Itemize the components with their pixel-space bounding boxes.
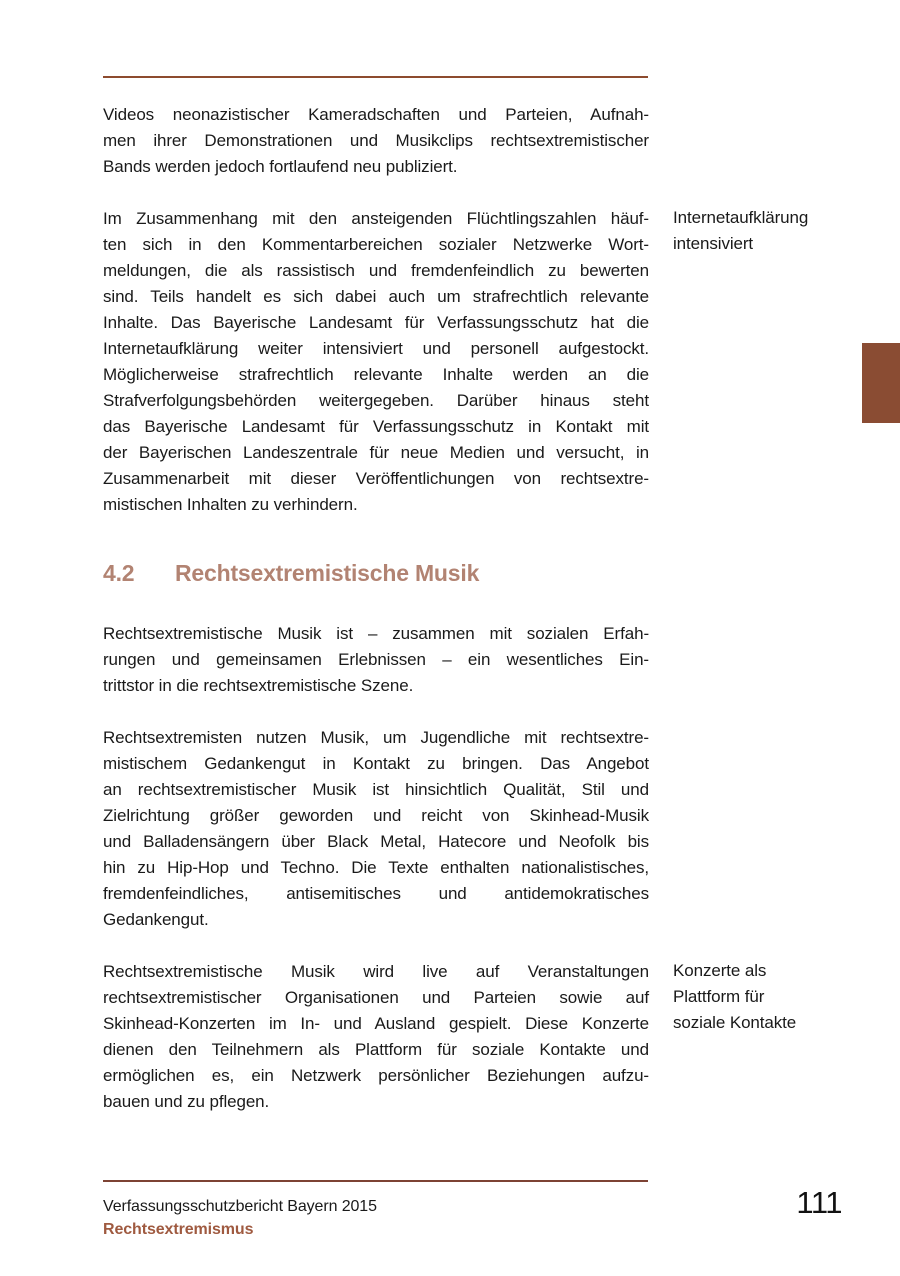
text-line: hin zu Hip-Hop und Techno. Die Texte enthalten nationalistisches, [103,858,649,877]
body-paragraph [103,959,649,1115]
text-line: ten sich in den Kommentarbereichen sozialer Netzwerke Wort- [103,235,649,254]
body-column [103,102,649,1141]
text-line: sind. Teils handelt es sich dabei auch um strafrechtlich relevante [103,287,649,306]
margin-note-line: intensiviert [673,234,754,253]
footer-section-label: Rechtsextremismus [103,1221,254,1238]
text-line: dienen den Teilnehmern als Plattform für soziale Kontakte und [103,1040,649,1059]
text-line: Im Zusammenhang mit den ansteigenden Flüchtlingszahlen häuf- [103,209,649,228]
margin-note-konzerte [673,958,868,1036]
text-line: men ihrer Demonstrationen und Musikclips rechtsextremistischer [103,131,649,150]
page-number: 111 [796,1185,842,1220]
text-line: Zielrichtung größer geworden und reicht von Skinhead-Musik [103,806,649,825]
text-line: ermöglichen es, ein Netzwerk persönlicher Beziehungen aufzu- [103,1066,649,1085]
text-line: trittstor in die rechtsextremistische Szene. [103,676,414,695]
text-line: Rechtsextremistische Musik wird live auf Veranstaltungen [103,962,649,981]
section-heading [103,558,649,588]
margin-note-line: Internetaufklärung [673,208,809,227]
text-line: meldungen, die als rassistisch und fremdenfeindlich zu bewerten [103,261,649,280]
top-rule [103,76,648,78]
body-paragraph [103,621,649,699]
text-line: fremdenfeindliches, antisemitisches und antidemokratisches [103,884,649,903]
footer-report-title: Verfassungsschutzbericht Bayern 2015 [103,1198,377,1215]
text-line: bauen und zu pflegen. [103,1092,270,1111]
text-line: Inhalte. Das Bayerische Landesamt für Verfassungsschutz hat die [103,313,649,332]
margin-note-line: Konzerte als [673,961,767,980]
text-line: Zusammenarbeit mit dieser Veröffentlichungen von rechtsextre- [103,469,649,488]
section-number: 4.2 [103,560,135,586]
text-line: und Balladensängern über Black Metal, Hatecore und Neofolk bis [103,832,649,851]
text-line: rungen und gemeinsamen Erlebnissen – ein wesentliches Ein- [103,650,649,669]
text-line: Bands werden jedoch fortlaufend neu publiziert. [103,157,458,176]
body-paragraph [103,725,649,933]
text-line: der Bayerischen Landeszentrale für neue Medien und versucht, in [103,443,649,462]
body-paragraph [103,102,649,180]
text-line: mistischem Gedankengut in Kontakt zu bringen. Das Angebot [103,754,649,773]
margin-note-internetaufklaerung [673,205,868,257]
text-line: Möglicherweise strafrechtlich relevante Inhalte werden an die [103,365,649,384]
intro-paragraphs [103,102,649,518]
text-line: das Bayerische Landesamt für Verfassungsschutz in Kontakt mit [103,417,649,436]
text-line: an rechtsextremistischer Musik ist hinsichtlich Qualität, Stil und [103,780,649,799]
footer-rule [103,1180,648,1182]
text-line: Internetaufklärung weiter intensiviert und personell aufgestockt. [103,339,649,358]
text-line: Rechtsextremistische Musik ist – zusammen mit sozialen Erfah- [103,624,649,643]
text-line: Strafverfolgungsbehörden weitergegeben. Darüber hinaus steht [103,391,649,410]
section-title: Rechtsextremistische Musik [175,560,480,586]
footer [103,1195,377,1241]
chapter-thumb-tab [862,343,900,423]
text-line: Skinhead-Konzerten im In- und Ausland gespielt. Diese Konzerte [103,1014,649,1033]
text-line: rechtsextremistischer Organisationen und Parteien sowie auf [103,988,649,1007]
body-paragraph [103,206,649,518]
text-line: Videos neonazistischer Kameradschaften und Parteien, Aufnah- [103,105,649,124]
margin-note-line: soziale Kontakte [673,1013,797,1032]
text-line: mistischen Inhalten zu verhindern. [103,495,358,514]
text-line: Rechtsextremisten nutzen Musik, um Jugendliche mit rechtsextre- [103,728,649,747]
section-paragraphs [103,621,649,1115]
text-line: Gedankengut. [103,910,209,929]
margin-note-line: Plattform für [673,987,765,1006]
